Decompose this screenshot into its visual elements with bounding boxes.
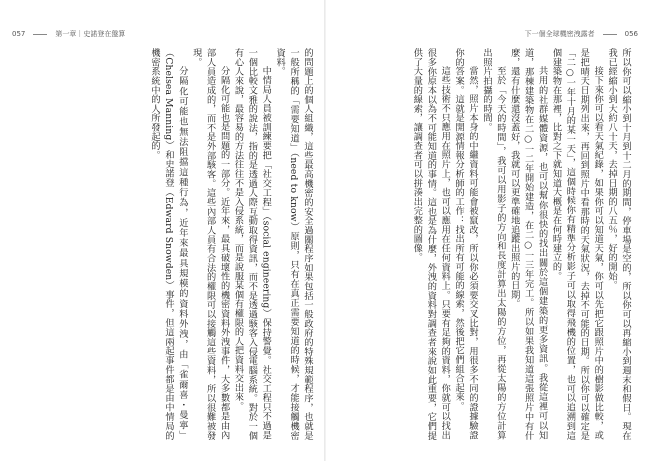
paragraph: 共用的社群媒體資源，也可以幫你很快的找出關於這個建築的更多資訊。我從這裡可以知道，那棟建築物在二○一二年開始建造，在二○一三年完工。所以如果我知道這張照片中有什麼，還有什麼還沒蓋好，我就可以更準確地追蹤出照片的日期。: [508, 48, 548, 440]
paragraph: 至於「今天的時間」，我可以用影子的方向和長度計算出太陽的方位，再從太陽的方位計算出照片拍攝的時間。: [480, 48, 506, 440]
left-page-body: [14, 48, 314, 440]
book-gutter: [324, 0, 326, 461]
left-chapter-title: 第一章｜史諾登在盤算: [55, 30, 126, 38]
right-running-head: [338, 28, 638, 40]
paragraph: 接下來你可以看天氣紀錄，如果你可以知道天氣，你可以先把它跟照片中的樹影做比較，或是把晴天日期列出來，再回到照片中看那時的天氣狀況，去掉不可能的日期。所以你可以確定是「二○一年十月的某一天」，這個時候你有精準分析影子可以取得飛機的位置，也可以追溯到這個建築物在那裡，比對之下就知道大概是在何時建立的。: [550, 48, 604, 440]
paragraph: 這些技術不只應用在照片上，也可以應用在任何資料上。只要有足夠的資料，你就可以找出很多你原本以為不可能知道的事情。這也是為什麼，外洩的資料對調查者來說如此重要，它們提供了大量的線索，讓調查者可以拼湊出完整的圖像。: [411, 48, 451, 440]
paragraph: 的問題上的個人組織，這些最高機密的安全過關程序如果包括一般政府的特殊規範程序，也就是一般所稱的「需要知道」（need to know）原則，只有在真正需要知道的時候，才能接觸機密資料。: [274, 48, 313, 440]
header-rule: [603, 34, 617, 35]
right-book-title: 下一個全球機密洩露者: [524, 30, 595, 38]
left-running-head: [12, 28, 312, 40]
paragraph: 所以你可以縮小到十月到十二月的期間，停車場是空的，所以你可以再縮小到週末和假日。現在我已經縮小到大約八十天，去掉日期的八五％，好的開始。: [606, 48, 631, 440]
right-page-number: 056: [624, 30, 638, 38]
paragraph: 分隔化可能也是問題的一部分。近年來，最具破壞性的機密資料外洩事件，大多數都是由內部人員造成的，而不是外部駭客。這些內部人員有合法的權限可以接觸這些資料，所以很難被發現。: [190, 48, 230, 440]
paragraph: 當然，照片本身的中繼資料可能會被竄改，所以你必須要交叉比對，用很多不同的證據驗證你的答案。這就是開源情報分析師的工作：找出所有可能的線索，然後把它們組合起來。: [453, 48, 479, 440]
header-rule: [33, 34, 47, 35]
paragraph: 分隔化可能也無法阻擋這種行為，近年來最具規模的資料外洩，由「雀爾喜・曼寧」（Chelsea Manning）和史諾登（Edward Snowden）事件，但這兩起事件都是由中情局的機密系統中的人所發起的。: [149, 48, 188, 440]
paragraph: 中情局人員被訓練要把「社交工程」（social engineering）保持警覺。社交工程只不過是一個比較文雅的說法，指的是透過人際互動取得資訊，而不是透過駭客入侵電腦系統。對於一個有心人來說，最容易的方法往往不是入侵系統，而是說服某個有權限的人把資料交出來。: [232, 48, 272, 440]
left-page-number: 057: [12, 30, 26, 38]
right-page-body: [340, 48, 632, 440]
